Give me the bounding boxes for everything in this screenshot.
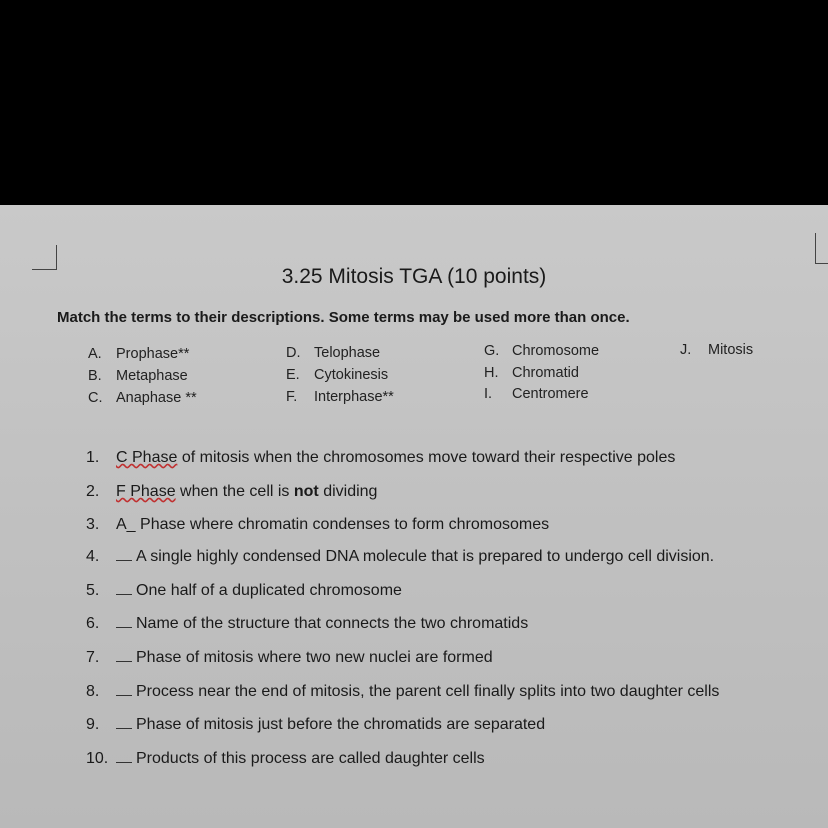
term-b: B. Metaphase (88, 368, 188, 384)
term-a: A. Prophase** (88, 346, 190, 362)
answer-3[interactable]: A_ (116, 516, 136, 533)
term-j: J. Mitosis (680, 342, 754, 358)
term-d: D. Telophase (286, 345, 381, 361)
term-e: E. Cytokinesis (286, 367, 389, 383)
page-corner-mark-right (815, 233, 828, 264)
instructions: Match the terms to their descriptions. Some terms may be used more than once. (57, 309, 630, 326)
term-f: F. Interphase** (286, 389, 394, 405)
answer-blank-7[interactable] (116, 661, 132, 662)
question-9: 9. Phase of mitosis just before the chromatids are separated (86, 716, 546, 733)
answer-1[interactable]: C Phase (116, 449, 178, 466)
term-i: I. Centromere (484, 386, 589, 402)
answer-blank-4[interactable] (116, 560, 132, 561)
question-1: 1. C Phase of mitosis when the chromosomes move toward their respective poles (86, 449, 676, 466)
answer-blank-9[interactable] (116, 728, 132, 729)
worksheet-title: 3.25 Mitosis TGA (10 points) (281, 265, 547, 288)
answer-2[interactable]: F Phase (116, 483, 176, 500)
question-2: 2. F Phase when the cell is not dividing (86, 483, 378, 500)
question-3: 3. A_ Phase where chromatin condenses to form chromosomes (86, 516, 550, 533)
question-7: 7. Phase of mitosis where two new nuclei are formed (86, 649, 493, 666)
question-5: 5. One half of a duplicated chromosome (86, 582, 402, 599)
worksheet-page (0, 205, 828, 828)
question-10: 10. Products of this process are called daughter cells (86, 750, 485, 767)
answer-blank-5[interactable] (116, 594, 132, 595)
term-h: H. Chromatid (484, 365, 579, 381)
term-g: G. Chromosome (484, 343, 600, 359)
answer-blank-8[interactable] (116, 695, 132, 696)
answer-blank-6[interactable] (116, 627, 132, 628)
question-8: 8. Process near the end of mitosis, the parent cell finally splits into two daughter cells (86, 683, 720, 700)
question-4: 4. A single highly condensed DNA molecule that is prepared to undergo cell division. (86, 548, 715, 565)
answer-blank-10[interactable] (116, 762, 132, 763)
question-6: 6. Name of the structure that connects the two chromatids (86, 615, 529, 632)
term-c: C. Anaphase ** (88, 390, 197, 406)
